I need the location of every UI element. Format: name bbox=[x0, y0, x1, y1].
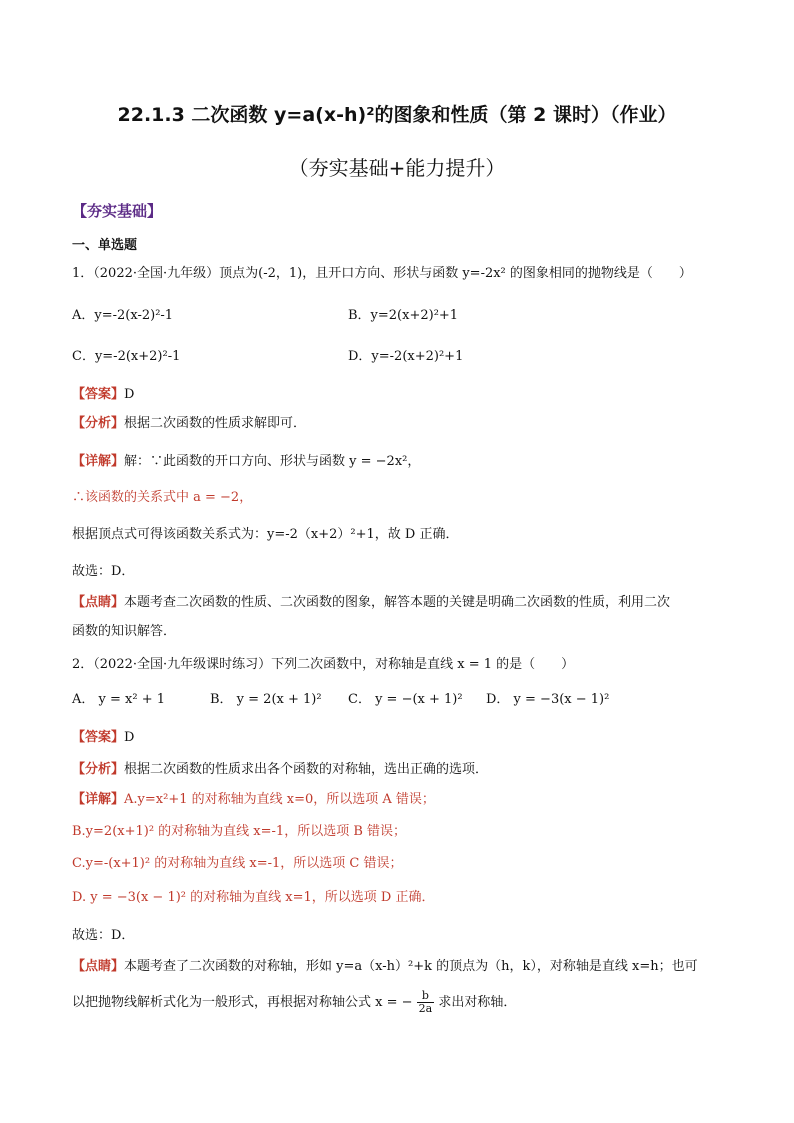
fraction-denominator: 2a bbox=[418, 1002, 433, 1015]
q2-analysis-line bbox=[72, 760, 732, 780]
q1-analysis: 根据二次函数的性质求解即可． bbox=[124, 416, 307, 431]
q1-detail-line bbox=[72, 452, 732, 472]
fraction-b-over-2a bbox=[417, 990, 435, 1015]
q2-comment-tag: 【点睛】 bbox=[72, 959, 125, 974]
q1-detail-tag: 【详解】 bbox=[72, 454, 125, 469]
q1-option-b: B．y=2(x+2)²+1 bbox=[348, 308, 459, 323]
document-title: 22.1.3 二次函数 y=a(x-h)²的图象和性质（第 2 课时）（作业） bbox=[117, 104, 677, 126]
fraction-numerator: b bbox=[417, 990, 435, 1003]
q2-detail-a: A.y=x²+1 的对称轴为直线 x=0，所以选项 A 错误； bbox=[124, 792, 435, 807]
q1-comment-line bbox=[72, 593, 732, 613]
document-subtitle: （夯实基础+能力提升） bbox=[288, 156, 506, 180]
q2-detail-c: C.y=-(x+1)² 的对称轴为直线 x=-1，所以选项 C 错误； bbox=[72, 856, 403, 871]
q2-stem: 2．（2022·全国·九年级课时练习）下列二次函数中，对称轴是直线 x = 1 的是（ ） bbox=[72, 657, 575, 672]
q2-analysis-tag: 【分析】 bbox=[72, 762, 125, 777]
q2-option-a: A． y = x² + 1 bbox=[72, 692, 165, 707]
q2-option-d: D． y = −3(x − 1)² bbox=[486, 692, 610, 707]
q1-comment-2: 函数的知识解答． bbox=[72, 624, 177, 639]
q2-option-c: C． y = −(x + 1)² bbox=[348, 692, 463, 707]
q2-comment-line bbox=[72, 957, 732, 977]
q2-analysis: 根据二次函数的性质求出各个函数的对称轴，选出正确的选项． bbox=[124, 762, 489, 777]
q1-option-d: D．y=-2(x+2)²+1 bbox=[348, 349, 464, 364]
q1-detail-1: 解：∵此函数的开口方向、形状与函数 y = −2x²， bbox=[124, 454, 421, 469]
q1-answer: D bbox=[124, 387, 135, 402]
q2-detail-b: B.y=2(x+1)² 的对称轴为直线 x=-1，所以选项 B 错误； bbox=[72, 824, 407, 839]
q2-detail-tag: 【详解】 bbox=[72, 792, 125, 807]
q2-choice: 故选：D． bbox=[72, 928, 135, 943]
q1-answer-tag: 【答案】 bbox=[72, 387, 125, 402]
q1-option-c: C．y=-2(x+2)²-1 bbox=[72, 349, 181, 364]
q1-comment-tag: 【点睛】 bbox=[72, 595, 125, 610]
q2-comment-2-post: 求出对称轴． bbox=[438, 995, 517, 1010]
part-heading: 一、单选题 bbox=[72, 238, 138, 253]
q2-comment-2-line bbox=[72, 990, 732, 1015]
q2-option-b: B． y = 2(x + 1)² bbox=[210, 692, 322, 707]
q2-answer-line bbox=[72, 728, 732, 748]
q2-comment-1: 本题考查了二次函数的对称轴，形如 y=a（x-h）²+k 的顶点为（h，k），对称轴是直线 x=h；也可 bbox=[124, 959, 698, 974]
q2-answer-tag: 【答案】 bbox=[72, 730, 125, 745]
q1-stem: 1．（2022·全国·九年级）顶点为(-2，1)，且开口方向、形状与函数 y=-2x² 的图象相同的抛物线是（ ） bbox=[72, 266, 692, 281]
q1-analysis-tag: 【分析】 bbox=[72, 416, 125, 431]
q2-comment-2-pre: 以把抛物线解析式化为一般形式，再根据对称轴公式 x = − bbox=[72, 995, 413, 1010]
q1-choice: 故选：D． bbox=[72, 564, 135, 579]
q1-detail-2: ∴该函数的关系式中 a = −2， bbox=[72, 490, 253, 505]
q2-detail-d: D. y = −3(x − 1)² 的对称轴为直线 x=1，所以选项 D 正确． bbox=[72, 890, 435, 905]
section-heading: 【夯实基础】 bbox=[72, 202, 163, 220]
q1-option-a: A．y=-2(x-2)²-1 bbox=[72, 308, 174, 323]
q2-detail-line bbox=[72, 790, 732, 810]
q1-detail-3: 根据顶点式可得该函数关系式为：y=-2（x+2）²+1，故 D 正确． bbox=[72, 527, 459, 542]
q1-answer-line bbox=[72, 385, 732, 405]
q2-answer: D bbox=[124, 730, 135, 745]
q1-analysis-line bbox=[72, 414, 732, 434]
q1-comment-1: 本题考查二次函数的性质、二次函数的图象，解答本题的关键是明确二次函数的性质，利用二次 bbox=[124, 595, 671, 610]
